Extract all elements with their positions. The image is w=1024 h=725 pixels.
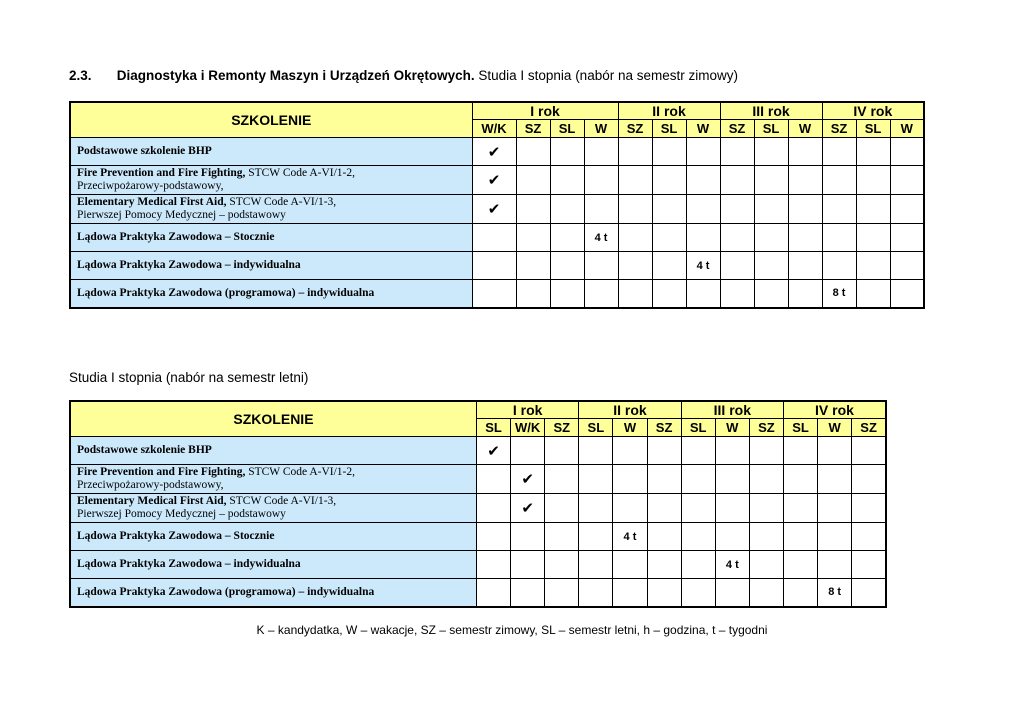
schedule-cell [681,523,715,551]
training-name [70,494,476,523]
training-name [70,166,472,195]
schedule-cell [818,465,852,494]
check-icon: ✔ [476,437,510,465]
schedule-cell [788,224,822,252]
schedule-cell [579,494,613,523]
schedule-cell [647,494,681,523]
schedule-cell [784,494,818,523]
schedule-cell [720,195,754,224]
table-row [70,494,886,523]
schedule-cell [715,523,749,551]
section-heading [69,68,738,83]
schedule-cell [647,437,681,465]
table-row [70,465,886,494]
schedule-cell [579,437,613,465]
semester-header: W [613,419,647,437]
legend-footnote: K – kandydatka, W – wakacje, SZ – semestr zimowy, SL – semestr letni, h – godzina, t – tygodni [256,623,768,637]
training-header: SZKOLENIE [70,401,476,437]
schedule-cell [613,494,647,523]
schedule-cell [618,252,652,280]
schedule-cell [818,523,852,551]
schedule-cell [890,280,924,308]
schedule-cell [613,551,647,579]
schedule-cell [476,465,510,494]
schedule-cell: 8 t [818,579,852,607]
year-header: IV rok [784,401,887,419]
year-header: II rok [579,401,681,419]
semester-header: SZ [749,419,783,437]
schedule-cell [652,138,686,166]
training-name-bold: Lądowa Praktyka Zawodowa (programowa) – indywidualna [77,585,375,598]
schedule-cell [852,551,886,579]
schedule-cell [579,465,613,494]
schedule-cell [754,252,788,280]
schedule-cell [476,579,510,607]
training-name [70,195,472,224]
training-name [70,551,476,579]
schedule-cell [618,280,652,308]
schedule-cell [686,138,720,166]
schedule-cell [818,494,852,523]
training-name-bold: Podstawowe szkolenie BHP [77,444,212,456]
check-icon: ✔ [472,195,516,224]
schedule-cell [749,579,783,607]
schedule-cell [511,523,545,551]
schedule-cell [890,195,924,224]
schedule-cell [550,195,584,224]
schedule-cell [579,551,613,579]
schedule-cell [856,166,890,195]
training-name [70,523,476,551]
schedule-cell [818,551,852,579]
semester-header: SL [784,419,818,437]
training-description: Pierwszej Pomocy Medycznej – podstawowy [77,209,286,221]
table-row [70,437,886,465]
schedule-cell [852,437,886,465]
schedule-cell [784,579,818,607]
schedule-cell [476,523,510,551]
schedule-cell [579,579,613,607]
schedule-cell [856,280,890,308]
second-heading: Studia I stopnia (nabór na semestr letni) [69,370,309,385]
schedule-cell [822,166,856,195]
schedule-cell [715,494,749,523]
table-row [70,523,886,551]
training-name [70,280,472,308]
schedule-cell [550,138,584,166]
schedule-cell [516,224,550,252]
schedule-cell [856,195,890,224]
semester-header: SL [856,120,890,138]
schedule-cell [788,195,822,224]
schedule-cell [856,224,890,252]
schedule-cell [784,465,818,494]
schedule-cell [545,523,579,551]
table-row [70,280,924,308]
table-row [70,195,924,224]
schedule-cell [754,280,788,308]
year-header: III rok [720,102,822,120]
training-name-bold: Elementary Medical First Aid, [77,495,227,507]
training-code: STCW Code A-VI/1-2, [245,466,356,478]
schedule-cell [618,224,652,252]
schedule-cell: 4 t [715,551,749,579]
schedule-cell [550,280,584,308]
check-icon: ✔ [511,465,545,494]
schedule-cell [472,280,516,308]
schedule-cell [686,166,720,195]
section-title: Diagnostyka i Remonty Maszyn i Urządzeń Okrętowych. [116,68,475,83]
schedule-cell [822,138,856,166]
schedule-cell [749,465,783,494]
training-name-bold: Lądowa Praktyka Zawodowa – Stocznie [77,231,275,243]
schedule-cell [613,437,647,465]
schedule-cell [749,437,783,465]
schedule-cell [476,551,510,579]
semester-header: SZ [720,120,754,138]
schedule-cell [516,195,550,224]
training-name [70,224,472,252]
schedule-cell [754,138,788,166]
training-code: STCW Code A-VI/1-3, [226,495,337,507]
schedule-cell [784,523,818,551]
training-name [70,465,476,494]
schedule-cell [550,166,584,195]
schedule-cell [545,551,579,579]
semester-header: SZ [822,120,856,138]
schedule-cell [511,437,545,465]
schedule-cell [788,252,822,280]
check-icon: ✔ [472,166,516,195]
schedule-cell: 4 t [613,523,647,551]
year-header: II rok [618,102,720,120]
schedule-cell [618,138,652,166]
schedule-cell [784,437,818,465]
training-name-bold: Lądowa Praktyka Zawodowa (programowa) – indywidualna [77,286,375,299]
year-header: III rok [681,401,783,419]
schedule-cell [788,166,822,195]
schedule-cell [686,195,720,224]
year-header: I rok [476,401,578,419]
schedule-cell [584,195,618,224]
schedule-cell [852,494,886,523]
training-name-bold: Lądowa Praktyka Zawodowa – indywidualna [77,558,301,570]
training-header: SZKOLENIE [70,102,472,138]
schedule-cell [516,138,550,166]
semester-header: W/K [511,419,545,437]
schedule-cell [890,224,924,252]
schedule-cell [516,280,550,308]
schedule-cell [584,166,618,195]
training-name [70,138,472,166]
schedule-cell [788,280,822,308]
schedule-cell [647,579,681,607]
table-row [70,224,924,252]
training-name-bold: Fire Prevention and Fire Fighting, [77,167,246,179]
training-code: STCW Code A-VI/1-2, [245,167,356,179]
schedule-cell [720,224,754,252]
training-name [70,252,472,280]
schedule-cell [516,252,550,280]
winter-intake-table [69,101,925,309]
schedule-cell [681,579,715,607]
semester-header: SL [652,120,686,138]
schedule-cell [511,551,545,579]
schedule-cell [584,252,618,280]
year-header: I rok [472,102,618,120]
semester-header: SZ [618,120,652,138]
schedule-cell [720,166,754,195]
schedule-cell [754,195,788,224]
schedule-cell [647,551,681,579]
schedule-cell [784,551,818,579]
training-description: Przeciwpożarowy-podstawowy, [77,479,224,491]
training-description: Przeciwpożarowy-podstawowy, [77,180,224,192]
schedule-cell [822,252,856,280]
schedule-cell [579,523,613,551]
schedule-cell [749,494,783,523]
schedule-cell [822,224,856,252]
schedule-cell [720,138,754,166]
schedule-cell [476,494,510,523]
schedule-cell [545,494,579,523]
schedule-cell [818,437,852,465]
schedule-cell [545,579,579,607]
semester-header: W [715,419,749,437]
schedule-cell [618,195,652,224]
schedule-cell [652,252,686,280]
table-row [70,579,886,607]
training-name [70,437,476,465]
semester-header: W [788,120,822,138]
table-row [70,252,924,280]
schedule-cell [856,138,890,166]
schedule-cell [545,465,579,494]
schedule-cell: 8 t [822,280,856,308]
schedule-cell [749,551,783,579]
schedule-cell [652,166,686,195]
schedule-cell [613,465,647,494]
schedule-cell [584,138,618,166]
schedule-cell [715,465,749,494]
training-name-bold: Lądowa Praktyka Zawodowa – Stocznie [77,530,275,542]
semester-header: SL [476,419,510,437]
schedule-cell [511,579,545,607]
check-icon: ✔ [472,138,516,166]
semester-header: SL [754,120,788,138]
section-subtitle: Studia I stopnia (nabór na semestr zimowy) [478,68,738,83]
year-header: IV rok [822,102,924,120]
schedule-cell [852,523,886,551]
semester-header: W [818,419,852,437]
training-name [70,579,476,607]
table-row [70,551,886,579]
schedule-cell [715,437,749,465]
schedule-cell [472,252,516,280]
schedule-cell [545,437,579,465]
training-name-bold: Elementary Medical First Aid, [77,196,227,208]
schedule-cell [550,252,584,280]
table-row [70,138,924,166]
schedule-cell [584,280,618,308]
semester-header: W [584,120,618,138]
schedule-cell [852,579,886,607]
semester-header: SZ [545,419,579,437]
schedule-cell [647,465,681,494]
schedule-cell [647,523,681,551]
schedule-cell [516,166,550,195]
schedule-cell [681,437,715,465]
schedule-cell [749,523,783,551]
schedule-cell [686,280,720,308]
schedule-cell [652,195,686,224]
schedule-cell [754,166,788,195]
schedule-cell [681,551,715,579]
semester-header: SZ [647,419,681,437]
schedule-cell [652,280,686,308]
check-icon: ✔ [511,494,545,523]
schedule-cell [852,465,886,494]
schedule-cell [788,138,822,166]
schedule-cell [890,166,924,195]
semester-header: SL [681,419,715,437]
table-row [70,166,924,195]
training-code: STCW Code A-VI/1-3, [226,196,337,208]
schedule-cell [822,195,856,224]
schedule-cell [890,138,924,166]
schedule-cell [686,224,720,252]
training-name-bold: Podstawowe szkolenie BHP [77,145,212,157]
schedule-cell [472,224,516,252]
schedule-cell [681,465,715,494]
training-description: Pierwszej Pomocy Medycznej – podstawowy [77,508,286,520]
semester-header: SZ [516,120,550,138]
section-number: 2.3. [69,68,92,83]
schedule-cell [720,252,754,280]
semester-header: W/K [472,120,516,138]
training-name-bold: Fire Prevention and Fire Fighting, [77,466,246,478]
schedule-cell [856,252,890,280]
schedule-cell [613,579,647,607]
semester-header: W [890,120,924,138]
summer-intake-table [69,400,887,608]
schedule-cell [715,579,749,607]
schedule-cell: 4 t [584,224,618,252]
semester-header: SL [579,419,613,437]
schedule-cell [754,224,788,252]
schedule-cell: 4 t [686,252,720,280]
schedule-cell [652,224,686,252]
schedule-cell [720,280,754,308]
semester-header: SZ [852,419,886,437]
schedule-cell [618,166,652,195]
schedule-cell [681,494,715,523]
training-name-bold: Lądowa Praktyka Zawodowa – indywidualna [77,259,301,271]
semester-header: SL [550,120,584,138]
schedule-cell [890,252,924,280]
schedule-cell [550,224,584,252]
semester-header: W [686,120,720,138]
